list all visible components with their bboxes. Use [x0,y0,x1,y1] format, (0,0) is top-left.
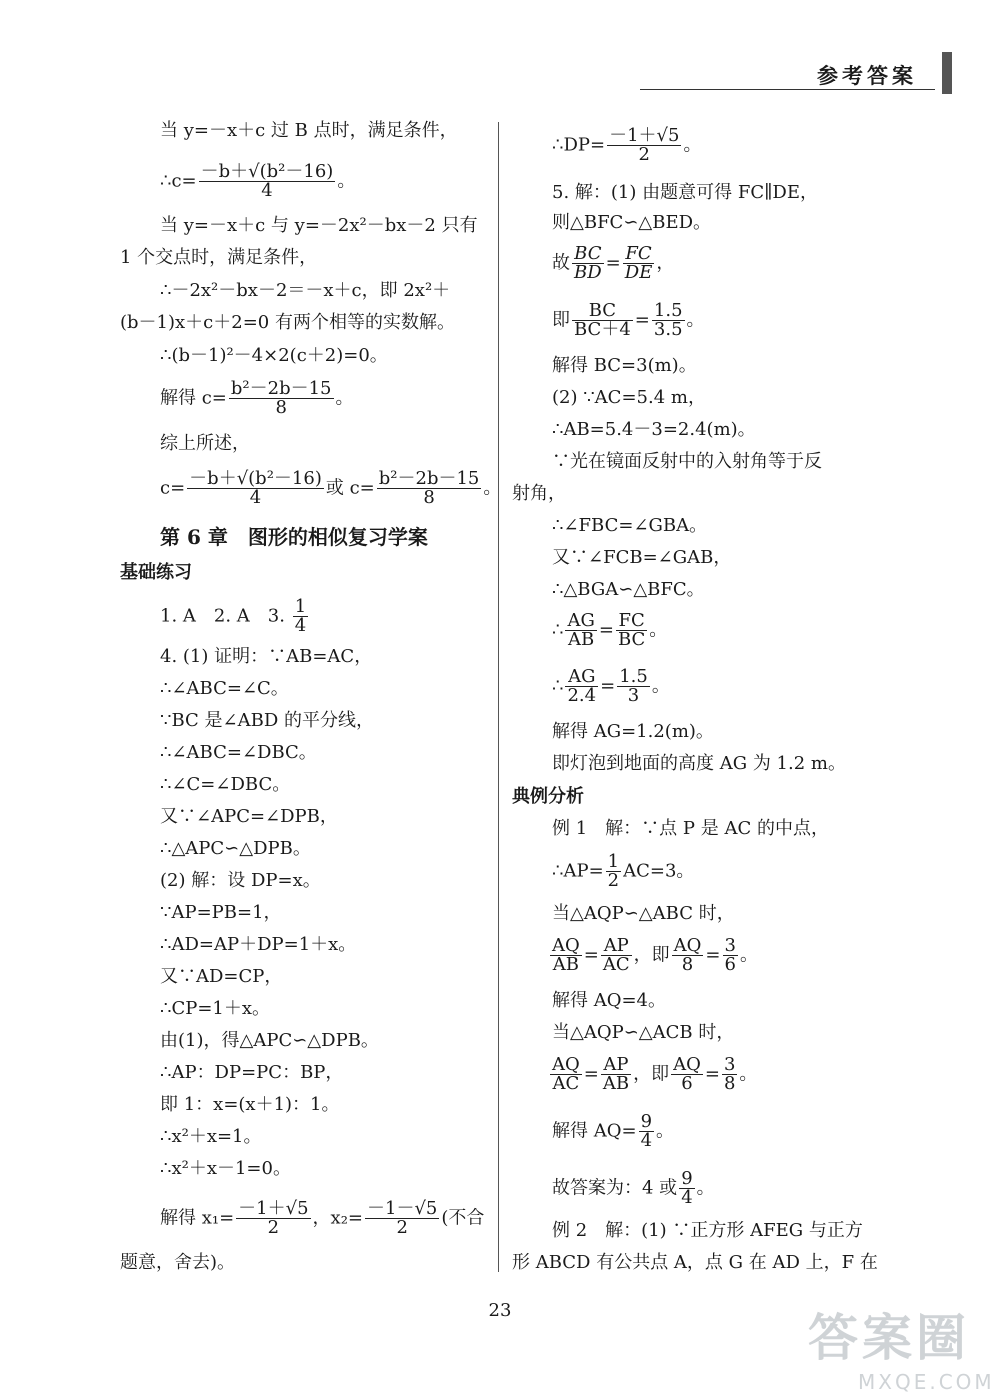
text-line: 解得 BC=3(m)。 [552,355,697,376]
chapter-title: 第 6 章 图形的相似复习学案 [160,525,428,549]
fraction [639,1113,654,1150]
text: c= [160,477,186,499]
formula-line [160,1200,484,1237]
numerator: 1.5 [619,666,648,687]
denominator: 8 [723,1073,736,1094]
text: 。 [696,1177,715,1199]
fraction [623,245,655,282]
text-line: 由(1)，得△APC∽△DPB。 [160,1030,379,1051]
text-line: 即 1：x=(x＋1)：1。 [160,1094,340,1115]
numerator: 9 [640,1111,653,1132]
fraction [601,1056,631,1093]
text-line: 射角， [512,483,566,504]
formula-line [552,1113,674,1150]
text-line: ∴△BGA∽△BFC。 [552,579,705,600]
fraction [617,668,650,705]
formula-line [552,1170,715,1207]
text-line: 综上所述， [160,433,250,454]
text: ， [656,252,675,274]
denominator: 4 [294,615,307,636]
formula-line [552,853,694,890]
text-line: 当△AQP∽△ACB 时， [552,1022,735,1043]
fraction [572,245,604,282]
text: 解得 AQ= [552,1120,637,1142]
denominator: 4 [249,487,262,508]
watermark-text: 答案圈 [808,1309,970,1367]
denominator: 4 [640,1130,653,1151]
denominator: BD [574,262,602,283]
text-line: 例 1 解：∵点 P 是 AC 的中点， [552,818,829,839]
fraction [616,612,647,649]
denominator: 3 [627,685,640,706]
numerator: 1 [294,596,307,617]
formula-line [548,1056,757,1093]
formula-line [160,163,355,200]
text: 解得 x₁= [160,1207,235,1229]
denominator: BC [617,629,646,650]
formula-line [160,598,310,635]
text-line: 又∵∠APC=∠DPB， [160,806,338,827]
numerator: －1＋√5 [609,125,680,146]
text-line: 当 y=－x＋c 与 y=－2x²－bx－2 只有 [160,215,478,236]
text-line: ∴AB=5.4－3=2.4(m)。 [552,419,756,440]
text: ，即 [633,944,670,966]
numerator: 3 [724,935,736,956]
text-line: ∴AP：DP=PC：BP， [160,1062,344,1083]
numerator: b²－2b－15 [378,468,480,489]
fraction [601,937,632,974]
denominator: AC [602,954,630,975]
text: 1. A 2. A 3. [160,605,291,627]
numerator: b²－2b－15 [230,378,332,399]
fraction [365,1200,439,1237]
section-heading-example: 典例分析 [512,786,584,807]
text-line: 又∵∠FCB=∠GAB， [552,547,732,568]
denominator: DE [624,262,653,283]
text: 。 [739,944,758,966]
numerator: 1.5 [653,300,683,321]
denominator: 4 [261,180,273,201]
text-line: 即灯泡到地面的高度 AG 为 1.2 m。 [552,753,846,774]
fraction [652,302,685,339]
header-side-bar [942,52,952,94]
text: 故 [552,252,570,274]
text: ∴c= [160,170,197,192]
watermark-logo [808,1298,995,1394]
text-line: ∵BC 是∠ABD 的平分线， [160,710,374,731]
numerator: 3 [723,1054,736,1075]
text: ∴DP= [552,134,606,156]
text: 。 [651,675,670,697]
text: ∴AP= [552,860,604,882]
text-line: ∵光在镜面反射中的入射角等于反 [552,451,822,472]
numerator: AP [601,1056,631,1075]
text: = [634,309,650,331]
text: = [605,252,621,274]
denominator: AC [552,1073,580,1094]
formula-line [160,380,354,417]
text: 。 [683,134,702,156]
denominator: 2.4 [567,685,597,706]
fraction [723,937,738,974]
formula-line [552,302,705,339]
formula-line [552,668,670,705]
denominator: AB [602,1073,630,1094]
numerator: AQ [552,935,580,956]
fraction [187,470,324,507]
denominator: AB [568,629,595,650]
fraction [565,612,596,649]
fraction [293,598,308,635]
denominator: AB [552,954,579,975]
text-line: (b－1)x＋c＋2=0 有两个相等的实数解。 [120,312,455,333]
header-rule [640,89,935,90]
denominator: 6 [681,1073,693,1094]
text-line: ∴CP=1＋x。 [160,998,271,1019]
denominator: 2 [396,1217,408,1238]
text: 。 [686,309,705,331]
text: (不合 [441,1207,485,1229]
denominator: 8 [275,397,287,418]
fraction [572,302,633,339]
fraction [679,1170,694,1207]
text-line: 形 ABCD 有公共点 A，点 G 在 AD 上，F 在 [512,1252,878,1273]
text: = [705,944,721,966]
denominator: 2 [267,1217,280,1238]
text-line: 5. 解：(1) 由题意可得 FC∥DE， [552,182,818,203]
text-line: 当 y=－x＋c 过 B 点时，满足条件， [160,120,458,141]
text-line: ∴∠ABC=∠C。 [160,678,289,699]
fraction [550,937,582,974]
denominator: 3.5 [653,319,683,340]
text-line: 解得 AG=1.2(m)。 [552,721,714,742]
text: = [583,944,599,966]
fraction [606,853,621,890]
fraction [550,1056,582,1093]
denominator: BC＋4 [574,319,631,340]
text-line: ∵AP=PB=1， [160,902,282,923]
text-line: ∴∠FBC=∠GBA。 [552,515,708,536]
numerator: －b＋√(b²－16) [200,161,334,182]
text-line: 例 2 解：(1) ∵正方形 AFEG 与正方 [552,1220,863,1241]
text-line: 又∵AD=CP， [160,966,283,987]
text: 即 [552,309,570,331]
text: ∴ [552,619,564,641]
numerator: －1＋√5 [238,1198,309,1219]
numerator: AP [601,937,632,956]
text-line: ∴x²＋x－1=0。 [160,1158,291,1179]
text: 。 [649,619,668,641]
denominator: 8 [423,487,435,508]
section-heading-basic: 基础练习 [120,562,192,583]
formula-line [552,127,701,164]
text-line: 则△BFC∽△BED。 [552,212,712,233]
header-title: 参考答案 [817,63,917,88]
text: = [704,1063,720,1085]
text: 。 [483,477,502,499]
text-line: 解得 AQ=4。 [552,990,667,1011]
text-line: ∴∠C=∠DBC。 [160,774,291,795]
text: ∴ [552,675,564,697]
denominator: 4 [681,1187,693,1208]
text: = [598,619,614,641]
numerator: AQ [552,1054,580,1075]
fraction [672,937,704,974]
text-line: ∴∠ABC=∠DBC。 [160,742,317,763]
fraction [671,1056,703,1093]
formula-line [552,245,674,282]
text: 或 c= [325,477,375,499]
denominator: 6 [724,954,736,975]
numerator: FC [616,612,647,631]
text: AC=3。 [623,860,695,882]
numerator: AQ [673,935,702,956]
denominator: 8 [681,954,694,975]
page-number: 23 [488,1300,512,1321]
text: = [600,675,616,697]
text: 故答案为：4 或 [552,1177,678,1199]
numerator: －b＋√(b²－16) [189,468,322,489]
formula-line [160,470,501,507]
numerator: 1 [607,851,620,872]
text-line: ∴(b－1)²－4×2(c＋2)=0。 [160,345,388,366]
text: 解得 c= [160,387,227,409]
text-line: ∴AD=AP＋DP=1＋x。 [160,934,357,955]
watermark-url: MXQE.COM [858,1370,995,1394]
text-line: 当△AQP∽△ABC 时， [552,903,735,924]
fraction [722,1056,737,1093]
fraction [199,163,336,200]
text: = [583,1063,599,1085]
text: 。 [739,1063,758,1085]
fraction [229,380,334,417]
fraction [236,1200,310,1237]
text-line: ∴x²＋x=1。 [160,1126,262,1147]
text-line: (2) ∵AC=5.4 m， [552,387,706,408]
page-header [640,60,935,90]
numerator: －1－√5 [367,1198,438,1219]
text-line: 1 个交点时，满足条件， [120,247,318,268]
text: 。 [337,170,356,192]
numerator: BC [572,302,633,321]
denominator: 2 [607,870,620,891]
text-line: 题意，舍去)。 [120,1252,236,1273]
numerator: 9 [681,1168,693,1189]
text-line: ∴△APC∽△DPB。 [160,838,311,859]
text: ，即 [633,1063,670,1085]
text: ，x₂= [312,1207,363,1229]
fraction [377,470,482,507]
text-line: ∴－2x²－bx－2＝－x＋c，即 2x²＋ [160,280,451,301]
formula-line [548,937,758,974]
fraction [607,127,681,164]
numerator: BC [572,245,604,264]
numerator: FC [623,245,655,264]
numerator: AQ [673,1054,701,1075]
formula-line [552,612,667,649]
text: 。 [656,1120,675,1142]
text: 。 [335,387,354,409]
text-line: (2) 解：设 DP=x。 [160,870,321,891]
text-line: 4. (1) 证明：∵AB=AC， [160,646,373,667]
column-divider [498,122,499,1272]
numerator: AG [567,610,595,631]
fraction [565,668,598,705]
numerator: AG [565,668,598,687]
denominator: 2 [638,144,650,165]
